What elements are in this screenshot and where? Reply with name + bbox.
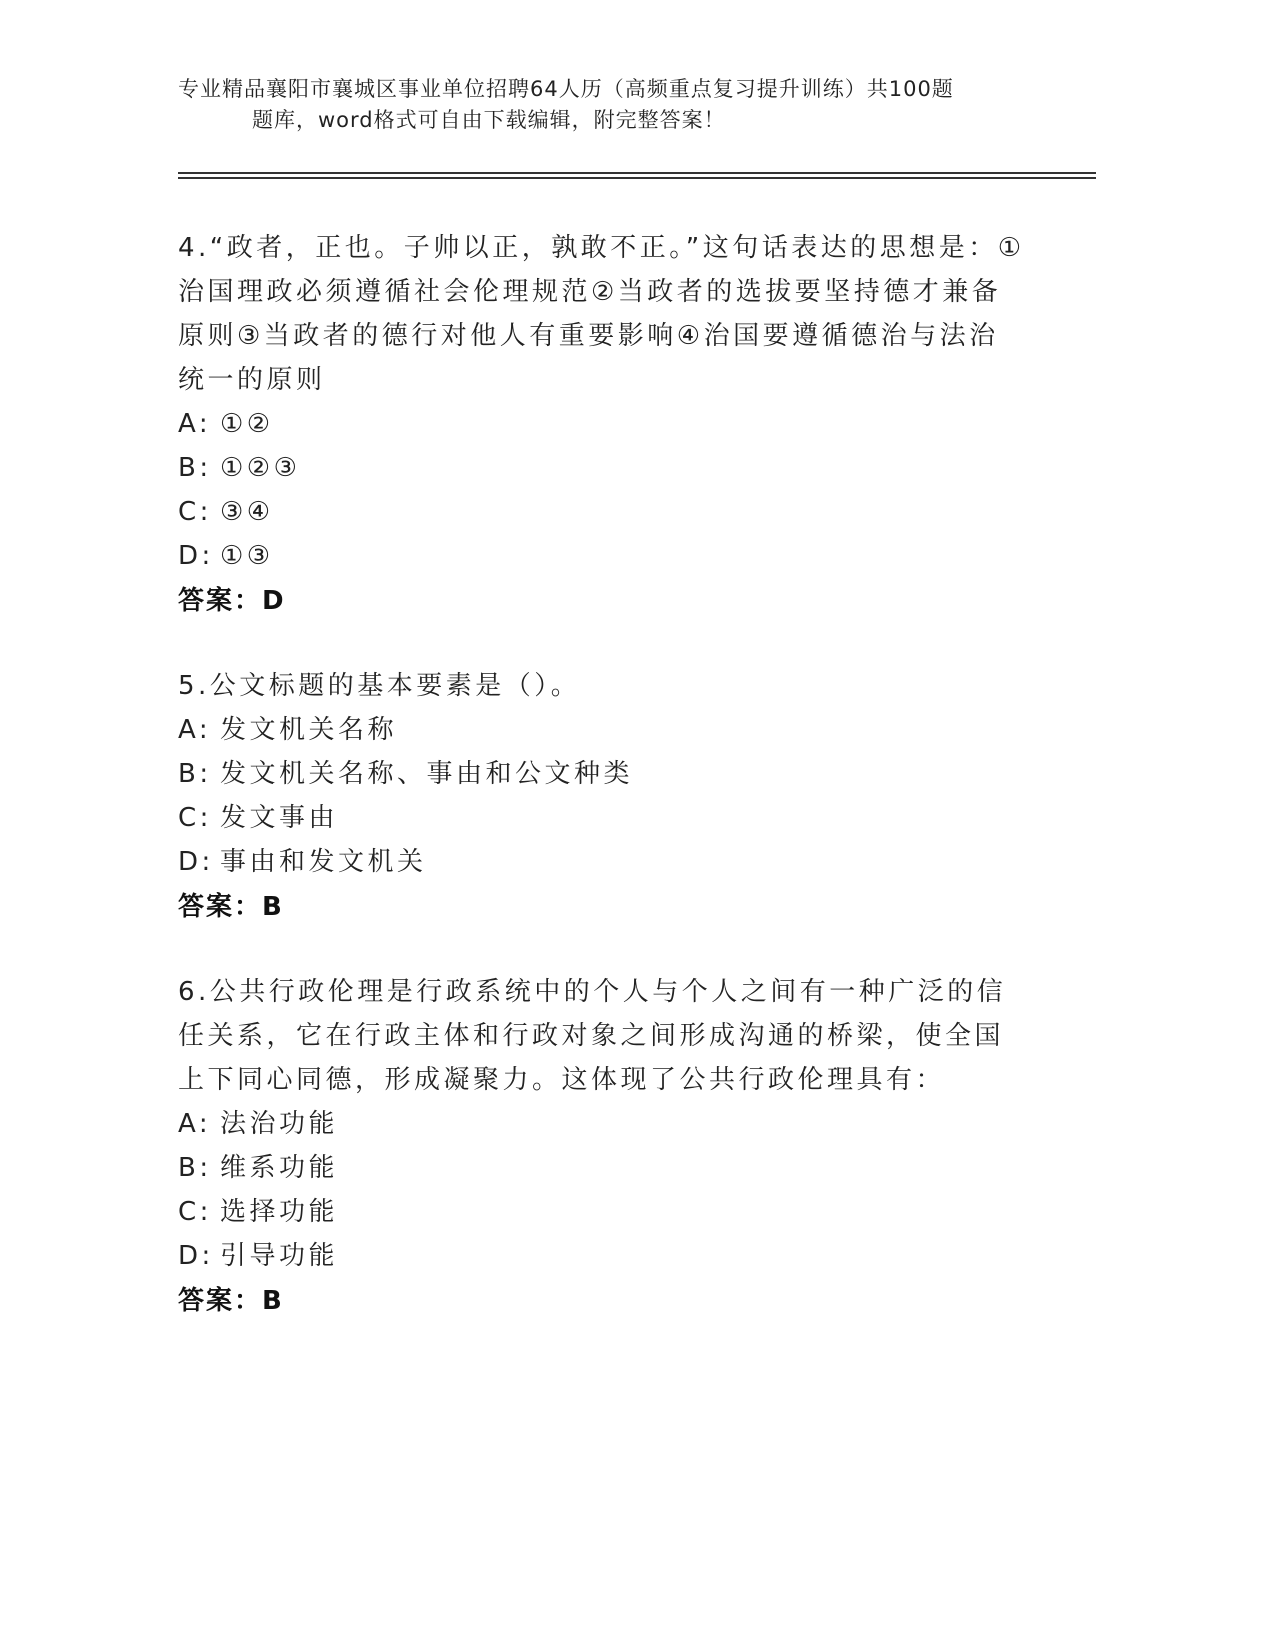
option-key: A: bbox=[178, 409, 212, 439]
option-key: B: bbox=[178, 453, 212, 483]
option-b bbox=[178, 752, 1028, 796]
option-key: D: bbox=[178, 1241, 214, 1271]
option-key: D: bbox=[178, 541, 214, 571]
option-text: 发文机关名称、事由和公文种类 bbox=[220, 759, 634, 789]
option-c bbox=[178, 796, 1028, 840]
option-a bbox=[178, 1102, 1028, 1146]
answer-line: 答案：B bbox=[178, 1286, 284, 1316]
option-a bbox=[178, 402, 1028, 446]
option-text: ①②③ bbox=[220, 453, 301, 483]
option-key: A: bbox=[178, 1109, 212, 1139]
option-d bbox=[178, 840, 1028, 884]
option-text: ①③ bbox=[220, 541, 274, 571]
header-title-line-1: 专业精品襄阳市襄城区事业单位招聘64人历（高频重点复习提升训练）共100题 bbox=[178, 77, 954, 101]
option-c bbox=[178, 1190, 1028, 1234]
question-5 bbox=[178, 664, 1028, 930]
option-key: D: bbox=[178, 847, 214, 877]
header-divider-bottom bbox=[178, 177, 1096, 179]
option-text: ③④ bbox=[220, 497, 274, 527]
option-text: 引导功能 bbox=[220, 1241, 339, 1271]
header-divider-top bbox=[178, 172, 1096, 174]
option-key: C: bbox=[178, 1197, 212, 1227]
option-c bbox=[178, 490, 1028, 534]
document-header bbox=[178, 74, 1058, 136]
question-stem: 5.公文标题的基本要素是（）。 bbox=[178, 671, 581, 701]
option-text: 发文事由 bbox=[220, 803, 339, 833]
option-text: 发文机关名称 bbox=[220, 715, 398, 745]
question-list bbox=[178, 226, 1028, 1364]
option-key: A: bbox=[178, 715, 212, 745]
option-text: 维系功能 bbox=[220, 1153, 339, 1183]
option-key: C: bbox=[178, 497, 212, 527]
option-b bbox=[178, 1146, 1028, 1190]
answer-line: 答案：B bbox=[178, 892, 284, 922]
option-text: 法治功能 bbox=[220, 1109, 339, 1139]
option-text: 事由和发文机关 bbox=[220, 847, 427, 877]
option-text: 选择功能 bbox=[220, 1197, 339, 1227]
option-d bbox=[178, 1234, 1028, 1278]
option-key: B: bbox=[178, 759, 212, 789]
header-title-line-2: 题库，word格式可自由下载编辑，附完整答案！ bbox=[252, 108, 726, 132]
question-4 bbox=[178, 226, 1028, 624]
question-stem: 6.公共行政伦理是行政系统中的个人与个人之间有一种广泛的信任关系，它在行政主体和行政对象之间形成沟通的桥梁，使全国上下同心同德，形成凝聚力。这体现了公共行政伦理具有： bbox=[178, 977, 1007, 1095]
answer-line: 答案：D bbox=[178, 586, 286, 616]
question-6 bbox=[178, 970, 1028, 1324]
option-key: B: bbox=[178, 1153, 212, 1183]
option-text: ①② bbox=[220, 409, 274, 439]
option-a bbox=[178, 708, 1028, 752]
option-d bbox=[178, 534, 1028, 578]
option-key: C: bbox=[178, 803, 212, 833]
option-b bbox=[178, 446, 1028, 490]
question-stem: 4.“政者，正也。子帅以正，孰敢不正。”这句话表达的思想是：①治国理政必须遵循社会伦理规范②当政者的选拔要坚持德才兼备原则③当政者的德行对他人有重要影响④治国要遵循德治与法治统一的原则 bbox=[178, 233, 1025, 395]
